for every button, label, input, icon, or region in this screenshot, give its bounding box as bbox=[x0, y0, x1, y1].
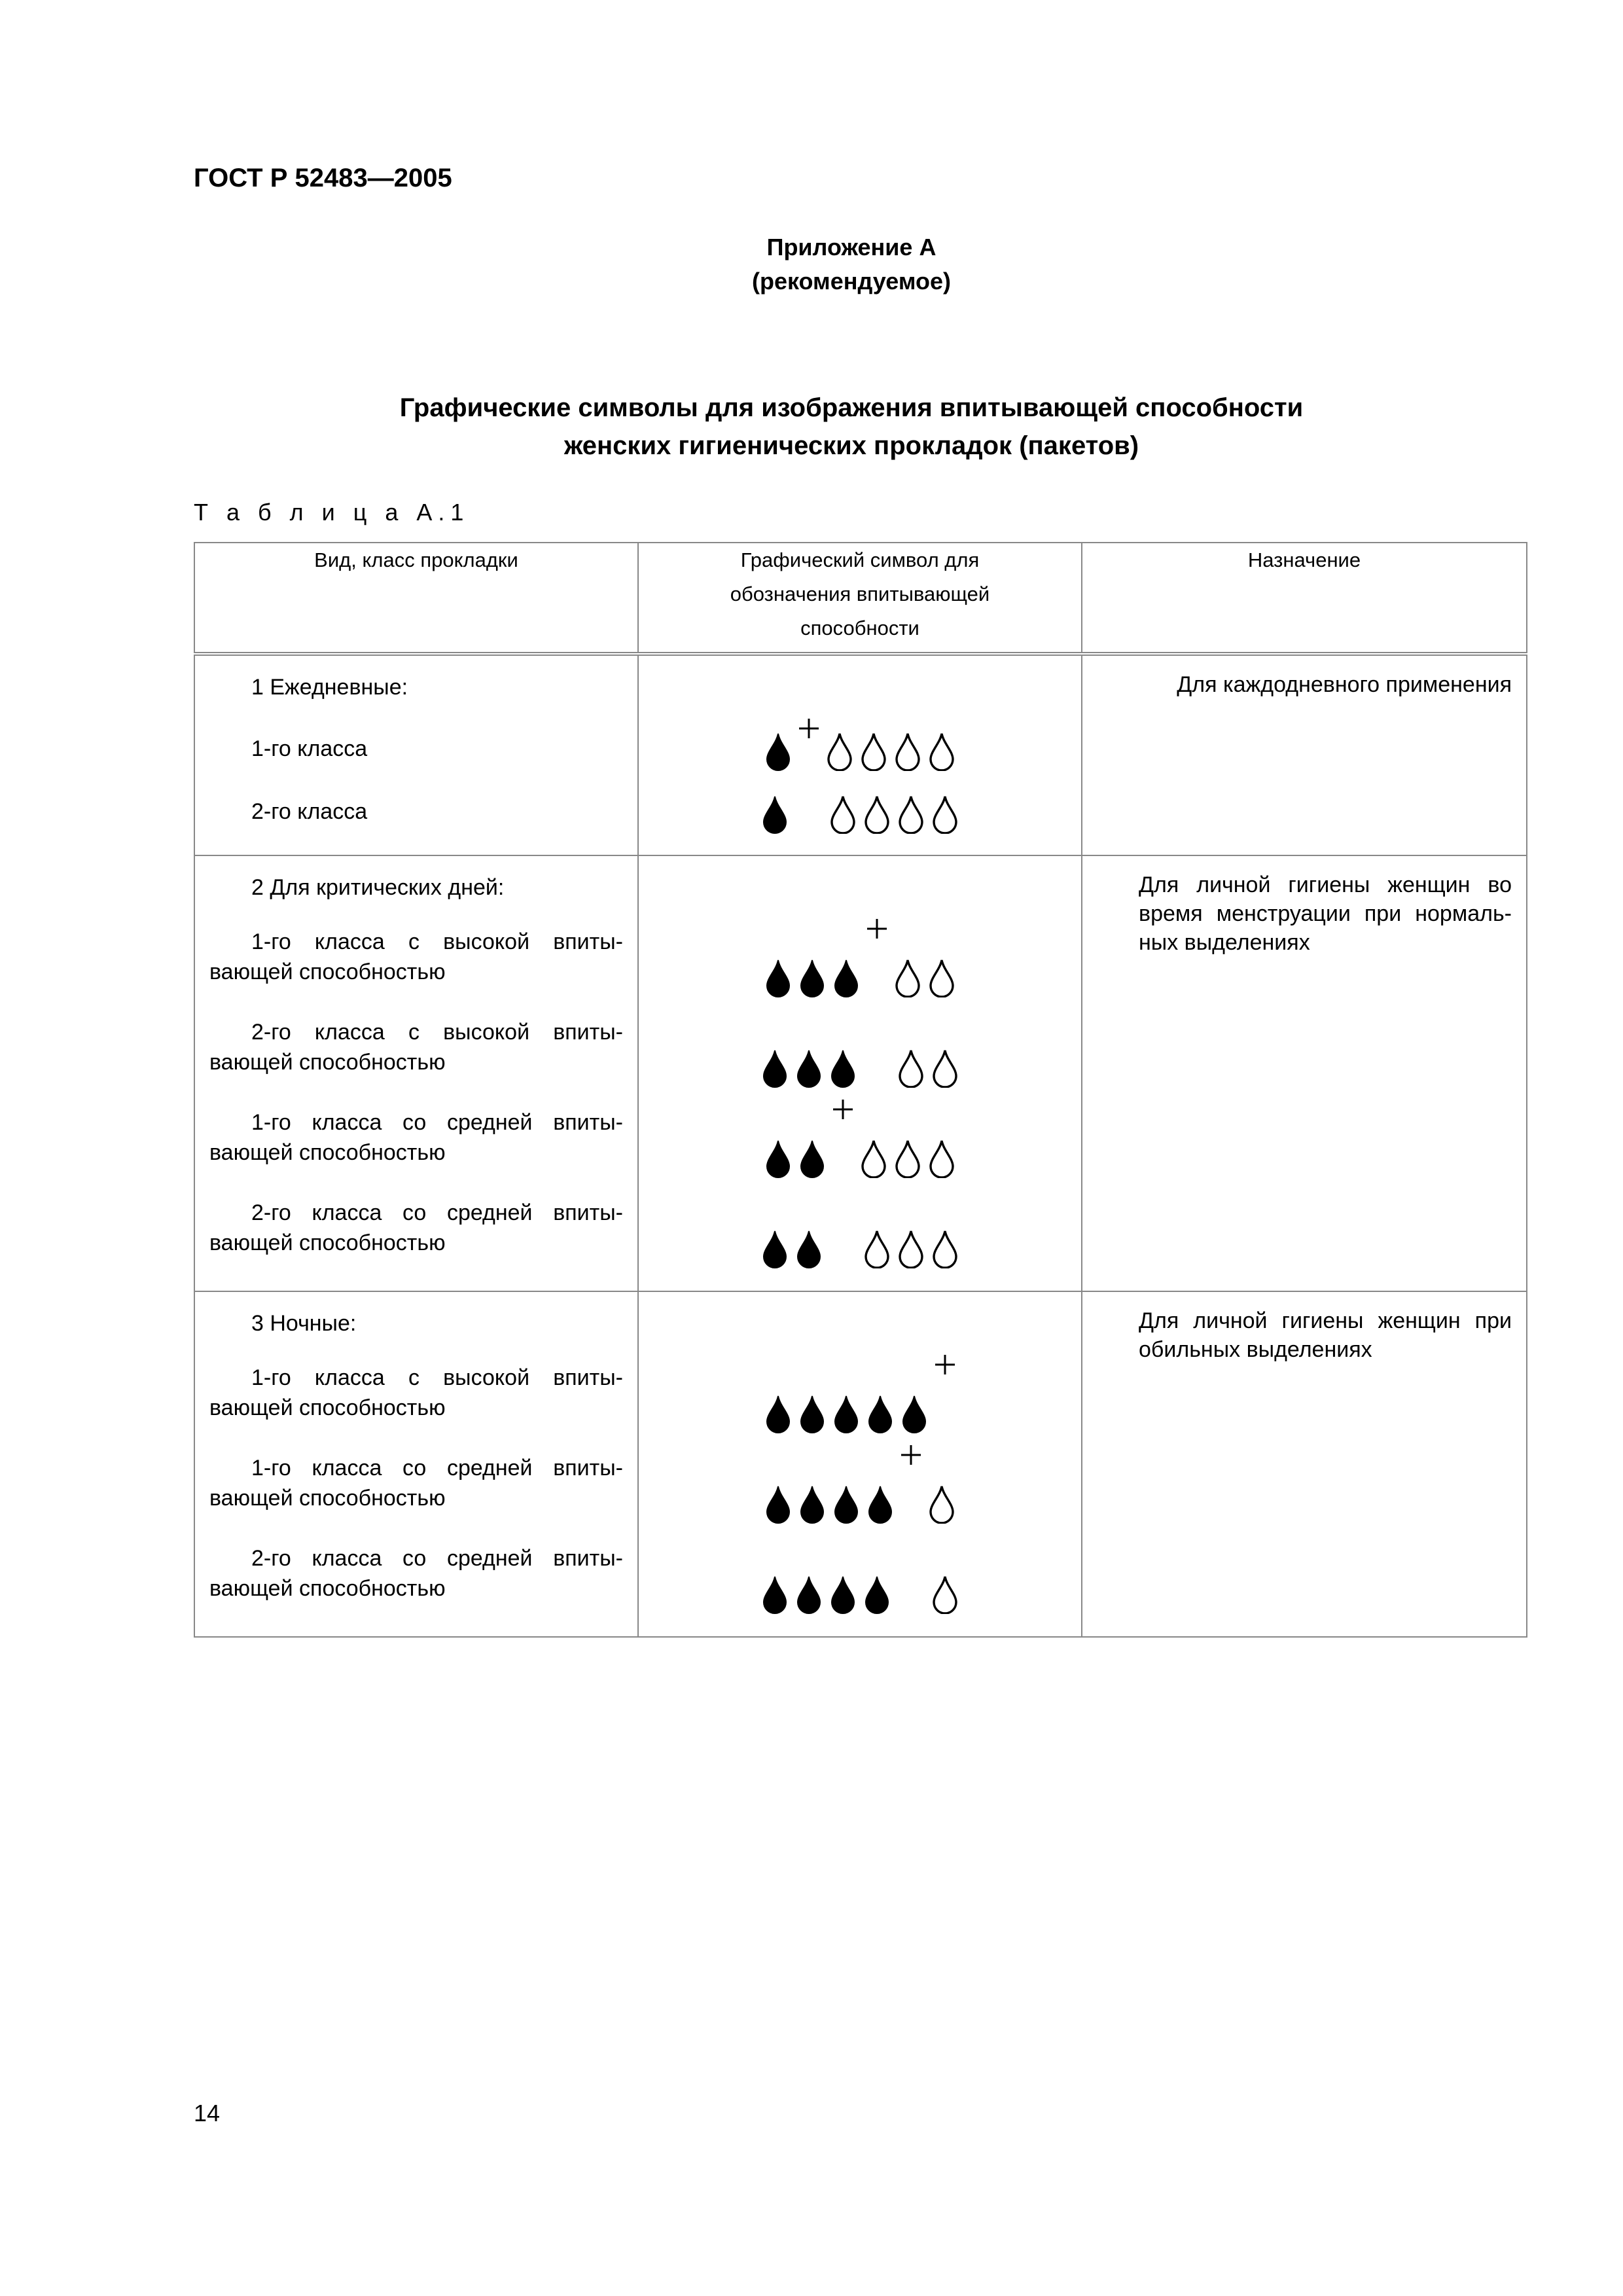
filled-drop-icon bbox=[796, 1229, 822, 1268]
class-label: 1-го класса с высокой впиты-вающей способностью bbox=[209, 1365, 623, 1420]
cell-purpose bbox=[1082, 1291, 1527, 1637]
empty-drop-icon bbox=[898, 1229, 924, 1268]
table-header-row bbox=[194, 543, 1527, 654]
absorbency-symbol bbox=[639, 918, 1081, 1008]
empty-drop-icon bbox=[864, 795, 890, 834]
purpose-text: Для каждодневного применения bbox=[1177, 672, 1512, 697]
empty-drop-icon bbox=[895, 1139, 921, 1178]
empty-drop-icon bbox=[895, 732, 921, 771]
absorbency-symbol bbox=[639, 1354, 1081, 1444]
cell-pad-type bbox=[194, 1291, 638, 1637]
absorbency-symbol bbox=[639, 1534, 1081, 1624]
filled-drop-icon bbox=[796, 1049, 822, 1088]
filled-drop-icon bbox=[765, 958, 791, 997]
filled-drop-icon bbox=[799, 958, 825, 997]
cell-symbols bbox=[638, 1291, 1082, 1637]
title-line-2: женских гигиенических прокладок (пакетов) bbox=[563, 431, 1139, 460]
table-group-row bbox=[194, 1291, 1527, 1637]
class-label: 2-го класса со средней впиты-вающей способностью bbox=[209, 1200, 623, 1255]
title-line-1: Графические символы для изображения впитывающей способности bbox=[399, 393, 1304, 422]
filled-drop-icon bbox=[765, 732, 791, 771]
table-caption: Т а б л и ц а А.1 bbox=[194, 499, 470, 526]
empty-drop-icon bbox=[861, 732, 887, 771]
filled-drop-icon bbox=[765, 1394, 791, 1433]
empty-drop-icon bbox=[929, 732, 955, 771]
cell-purpose bbox=[1082, 654, 1527, 855]
page-title bbox=[0, 389, 1623, 465]
filled-drop-icon bbox=[833, 1484, 859, 1524]
purpose-text: Для личной гигиены женщин во время менструации при нормаль-ных выделениях bbox=[1139, 872, 1512, 955]
page-number: 14 bbox=[194, 2100, 221, 2126]
empty-drop-icon bbox=[898, 1049, 924, 1088]
empty-drop-icon bbox=[929, 1139, 955, 1178]
filled-drop-icon bbox=[867, 1484, 893, 1524]
filled-drop-icon bbox=[796, 1575, 822, 1614]
purpose-text: Для личной гигиены женщин при обильных выделениях bbox=[1139, 1308, 1512, 1362]
filled-drop-icon bbox=[765, 1139, 791, 1178]
empty-drop-icon bbox=[861, 1139, 887, 1178]
class-label: 2-го класса со средней впиты-вающей способностью bbox=[209, 1546, 623, 1601]
annex-title: Приложение А bbox=[766, 234, 936, 260]
cell-symbols bbox=[638, 654, 1082, 855]
empty-drop-icon bbox=[827, 732, 853, 771]
absorbency-symbol bbox=[639, 1189, 1081, 1279]
plus-icon bbox=[798, 717, 820, 740]
empty-drop-icon bbox=[830, 795, 856, 834]
empty-drop-icon bbox=[932, 1049, 958, 1088]
class-label: 2-го класса bbox=[251, 799, 368, 824]
class-label: 1-го класса со средней впиты-вающей способностью bbox=[209, 1110, 623, 1165]
filled-drop-icon bbox=[799, 1484, 825, 1524]
class-label: 1-го класса bbox=[251, 736, 368, 761]
header-cell-purpose: Назначение bbox=[1082, 543, 1527, 654]
absorbency-symbol bbox=[639, 1008, 1081, 1098]
filled-drop-icon bbox=[765, 1484, 791, 1524]
document-code: ГОСТ Р 52483—2005 bbox=[194, 164, 452, 192]
filled-drop-icon bbox=[830, 1575, 856, 1614]
filled-drop-icon bbox=[762, 795, 788, 834]
header-cell-symbol: Графический символ для обозначения впитывающей способности bbox=[638, 543, 1082, 654]
plus-icon bbox=[934, 1354, 956, 1376]
class-label: 2-го класса с высокой впиты-вающей способностью bbox=[209, 1020, 623, 1075]
table-group-row bbox=[194, 654, 1527, 855]
filled-drop-icon bbox=[830, 1049, 856, 1088]
plus-icon bbox=[900, 1444, 922, 1466]
filled-drop-icon bbox=[762, 1575, 788, 1614]
absorbency-symbol bbox=[639, 1444, 1081, 1534]
table-group-row bbox=[194, 855, 1527, 1291]
filled-drop-icon bbox=[762, 1049, 788, 1088]
cell-pad-type bbox=[194, 654, 638, 855]
group-heading: 1 Ежедневные: bbox=[251, 675, 408, 700]
empty-drop-icon bbox=[932, 1229, 958, 1268]
filled-drop-icon bbox=[864, 1575, 890, 1614]
absorbency-symbol bbox=[639, 717, 1081, 780]
header-cell-type: Вид, класс прокладки bbox=[194, 543, 638, 654]
filled-drop-icon bbox=[799, 1394, 825, 1433]
absorbency-symbol bbox=[639, 1098, 1081, 1189]
filled-drop-icon bbox=[867, 1394, 893, 1433]
class-label: 1-го класса со средней впиты-вающей способностью bbox=[209, 1456, 623, 1511]
cell-purpose bbox=[1082, 855, 1527, 1291]
plus-icon bbox=[866, 918, 888, 940]
empty-drop-icon bbox=[929, 1484, 955, 1524]
empty-drop-icon bbox=[932, 795, 958, 834]
filled-drop-icon bbox=[833, 1394, 859, 1433]
class-label: 1-го класса с высокой впиты-вающей способностью bbox=[209, 929, 623, 984]
filled-drop-icon bbox=[901, 1394, 927, 1433]
annex-status: (рекомендуемое) bbox=[752, 268, 951, 295]
empty-drop-icon bbox=[895, 958, 921, 997]
filled-drop-icon bbox=[762, 1229, 788, 1268]
filled-drop-icon bbox=[799, 1139, 825, 1178]
cell-symbols bbox=[638, 855, 1082, 1291]
absorbency-table bbox=[194, 542, 1527, 1638]
absorbency-symbol bbox=[639, 780, 1081, 843]
empty-drop-icon bbox=[932, 1575, 958, 1614]
empty-drop-icon bbox=[929, 958, 955, 997]
filled-drop-icon bbox=[833, 958, 859, 997]
empty-drop-icon bbox=[864, 1229, 890, 1268]
annex-heading bbox=[0, 230, 1623, 298]
plus-icon bbox=[832, 1098, 854, 1121]
group-heading: 3 Ночные: bbox=[251, 1311, 357, 1336]
cell-pad-type bbox=[194, 855, 638, 1291]
empty-drop-icon bbox=[898, 795, 924, 834]
group-heading: 2 Для критических дней: bbox=[251, 875, 505, 900]
